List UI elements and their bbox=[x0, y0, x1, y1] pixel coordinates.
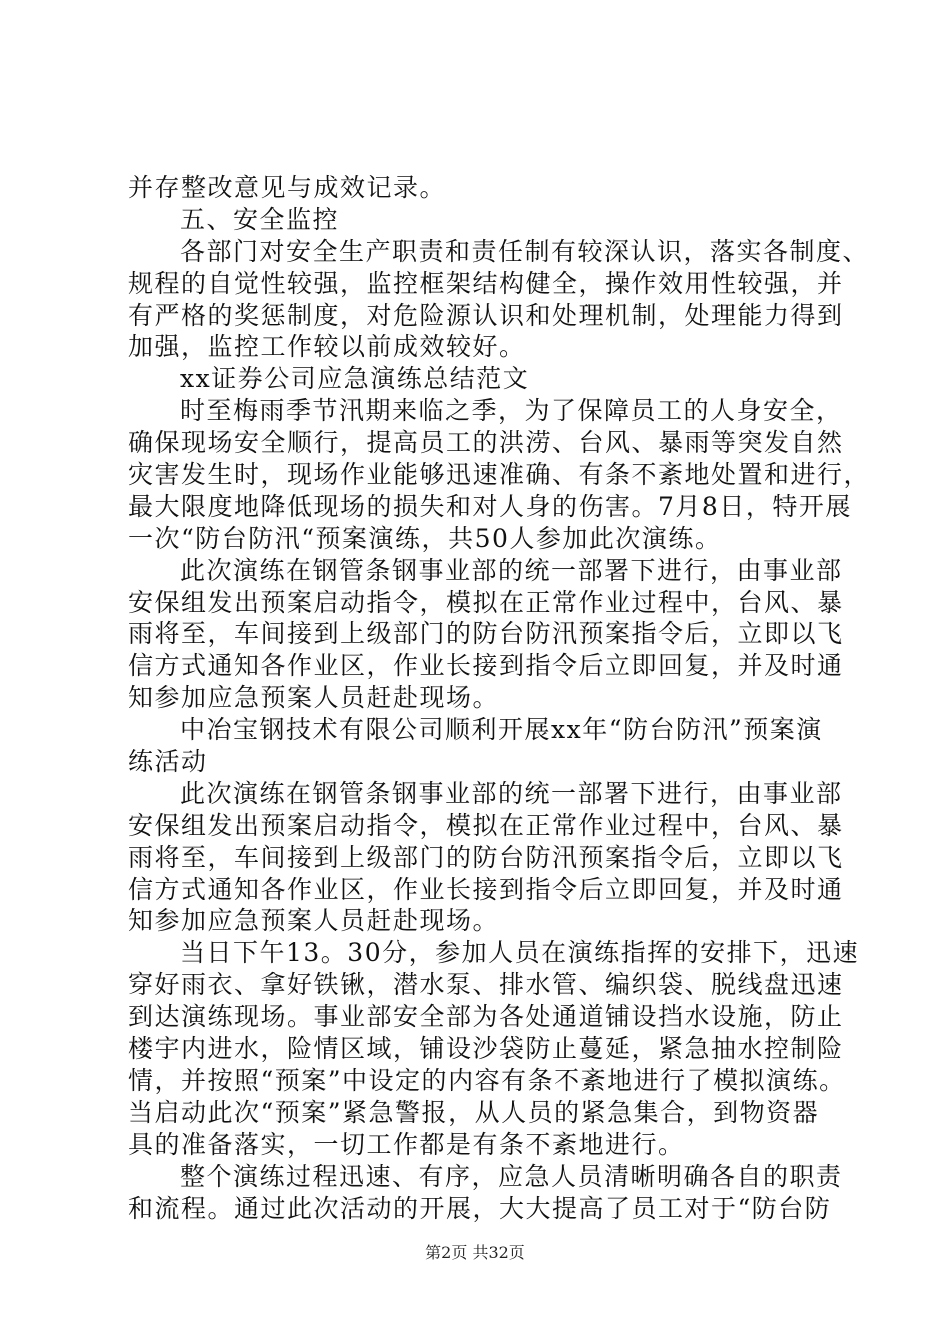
text-line: 雨将至，车间接到上级部门的防台防汛预案指令后，立即以飞 bbox=[128, 842, 844, 872]
text-line: 情，并按照“预案”中设定的内容有条不紊地进行了模拟演练。 bbox=[128, 1065, 846, 1095]
text-line: 当启动此次“预案”紧急警报，从人员的紧急集合，到物资器 bbox=[128, 1097, 820, 1127]
text-line: 具的准备落实，一切工作都是有条不紊地进行。 bbox=[128, 1129, 685, 1159]
text-line: 灾害发生时，现场作业能够迅速准确、有条不紊地处置和进行， bbox=[128, 460, 871, 490]
document-body bbox=[128, 172, 871, 1224]
text-line: 有严格的奖惩制度，对危险源认识和处理机制，处理能力得到 bbox=[128, 300, 844, 330]
text-line: 此次演练在钢管条钢事业部的统一部署下进行，由事业部 bbox=[180, 778, 843, 808]
text-line: 规程的自觉性较强，监控框架结构健全，操作效用性较强，并 bbox=[128, 268, 844, 298]
text-line: 和流程。通过此次活动的开展，大大提高了员工对于“防台防 bbox=[128, 1193, 832, 1223]
text-line: 最大限度地降低现场的损失和对人身的伤害。7月8日，特开展 bbox=[128, 491, 852, 521]
text-line: 练活动 bbox=[128, 747, 208, 777]
text-line: 安保组发出预案启动指令，模拟在正常作业过程中，台风、暴 bbox=[128, 810, 844, 840]
text-line: 确保现场安全顺行，提高员工的洪涝、台风、暴雨等突发自然 bbox=[128, 428, 844, 458]
text-line: 当日下午13。30分，参加人员在演练指挥的安排下，迅速 bbox=[180, 938, 860, 968]
text-line: 知参加应急预案人员赶赴现场。 bbox=[128, 683, 500, 713]
text-line: 安保组发出预案启动指令，模拟在正常作业过程中，台风、暴 bbox=[128, 587, 844, 617]
text-line: 加强，监控工作较以前成效较好。 bbox=[128, 332, 526, 362]
text-line: 时至梅雨季节汛期来临之季，为了保障员工的人身安全， bbox=[180, 396, 843, 426]
article-title: xx证券公司应急演练总结范文 bbox=[180, 364, 530, 394]
section-heading: 五、安全监控 bbox=[180, 204, 340, 234]
text-line: 一次“防台防汛“预案演练，共50人参加此次演练。 bbox=[128, 523, 722, 553]
article-title: 中冶宝钢技术有限公司顺利开展xx年“防台防汛”预案演 bbox=[180, 715, 823, 745]
text-line: 并存整改意见与成效记录。 bbox=[128, 173, 447, 202]
text-line: 此次演练在钢管条钢事业部的统一部署下进行，由事业部 bbox=[180, 555, 843, 585]
text-line: 雨将至，车间接到上级部门的防台防汛预案指令后，立即以飞 bbox=[128, 619, 844, 649]
text-line: 信方式通知各作业区，作业长接到指令后立即回复，并及时通 bbox=[128, 651, 844, 681]
text-line: 知参加应急预案人员赶赴现场。 bbox=[128, 906, 500, 936]
text-line: 整个演练过程迅速、有序，应急人员清晰明确各自的职责 bbox=[180, 1161, 843, 1191]
text-line: 各部门对安全生产职责和责任制有较深认识，落实各制度、 bbox=[180, 236, 870, 266]
text-line: 穿好雨衣、拿好铁锹，潜水泵、排水管、编织袋、脱线盘迅速 bbox=[128, 970, 844, 1000]
text-line: 楼宇内进水，险情区域，铺设沙袋防止蔓延，紧急抽水控制险 bbox=[128, 1034, 844, 1064]
page-number-footer: 第2页 共32页 bbox=[425, 1243, 525, 1262]
text-line: 信方式通知各作业区，作业长接到指令后立即回复，并及时通 bbox=[128, 874, 844, 904]
text-line: 到达演练现场。事业部安全部为各处通道铺设挡水设施，防止 bbox=[128, 1002, 844, 1032]
